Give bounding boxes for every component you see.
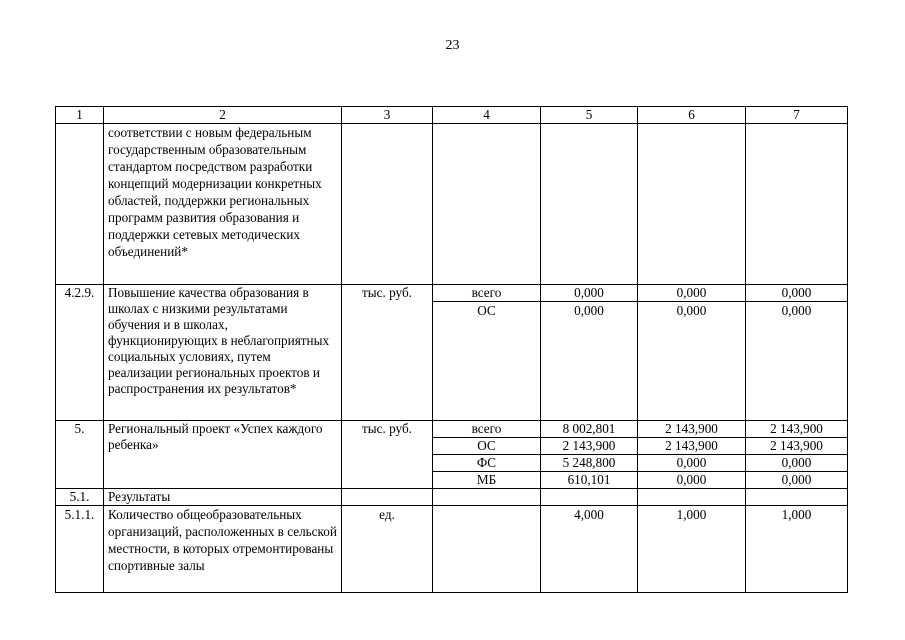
value-cell: 2 143,900 bbox=[746, 421, 848, 438]
unit-cell bbox=[342, 124, 433, 285]
row-name-cell: Повышение качества образования в школах с низкими результатами обучения и в школах, функционирующих в неблагоприятных социальных условиях, путем реализации региональных проектов и распространения их результатов* bbox=[104, 285, 342, 421]
row-number-cell: 5.1.1. bbox=[56, 506, 104, 593]
row-name-cell: соответствии с новым федеральным государственным образовательным стандартом посредством разработки концепций модернизации конкретных областей, поддержки региональных программ развития образования и поддержки сетевых методических объединений* bbox=[104, 124, 342, 285]
value-cell bbox=[541, 489, 638, 506]
row-number-cell: 5. bbox=[56, 421, 104, 489]
column-number: 6 bbox=[638, 107, 746, 124]
unit-cell: тыс. руб. bbox=[342, 285, 433, 421]
unit-cell: ед. bbox=[342, 506, 433, 593]
source-cell bbox=[433, 506, 541, 593]
source-cell: ФС bbox=[433, 455, 541, 472]
row-number-cell: 5.1. bbox=[56, 489, 104, 506]
value-cell: 8 002,801 bbox=[541, 421, 638, 438]
column-number: 7 bbox=[746, 107, 848, 124]
source-cell bbox=[433, 124, 541, 285]
value-cell: 1,000 bbox=[638, 506, 746, 593]
page-number: 23 bbox=[445, 38, 460, 53]
table-row bbox=[56, 489, 848, 506]
source-cell: МБ bbox=[433, 472, 541, 489]
value-cell: 0,000 bbox=[638, 472, 746, 489]
column-number: 1 bbox=[56, 107, 104, 124]
value-cell: 2 143,900 bbox=[541, 438, 638, 455]
value-cell: 0,000 bbox=[746, 455, 848, 472]
value-cell: 2 143,900 bbox=[638, 421, 746, 438]
column-number-row bbox=[56, 107, 848, 124]
source-cell bbox=[433, 489, 541, 506]
table-row bbox=[56, 506, 848, 593]
value-cell bbox=[638, 489, 746, 506]
budget-table bbox=[55, 106, 848, 593]
value-cell: 5 248,800 bbox=[541, 455, 638, 472]
value-cell bbox=[746, 124, 848, 285]
value-cell bbox=[638, 124, 746, 285]
unit-cell bbox=[342, 489, 433, 506]
source-cell: ОС bbox=[433, 438, 541, 455]
value-cell: 0,000 bbox=[746, 472, 848, 489]
value-cell: 0,000 bbox=[541, 285, 638, 302]
row-name-cell: Региональный проект «Успех каждого ребенка» bbox=[104, 421, 342, 489]
unit-cell: тыс. руб. bbox=[342, 421, 433, 489]
value-cell: 0,000 bbox=[541, 302, 638, 421]
source-cell: всего bbox=[433, 421, 541, 438]
value-cell bbox=[746, 489, 848, 506]
row-number-cell bbox=[56, 124, 104, 285]
value-cell: 0,000 bbox=[638, 285, 746, 302]
value-cell: 1,000 bbox=[746, 506, 848, 593]
value-cell: 0,000 bbox=[638, 455, 746, 472]
value-cell: 2 143,900 bbox=[638, 438, 746, 455]
value-cell: 610,101 bbox=[541, 472, 638, 489]
table-row bbox=[56, 285, 848, 302]
table-row bbox=[56, 421, 848, 438]
value-cell: 0,000 bbox=[746, 302, 848, 421]
column-number: 4 bbox=[433, 107, 541, 124]
value-cell: 0,000 bbox=[746, 285, 848, 302]
row-number-cell: 4.2.9. bbox=[56, 285, 104, 421]
row-name-cell: Количество общеобразовательных организаций, расположенных в сельской местности, в которых отремонтированы спортивные залы bbox=[104, 506, 342, 593]
row-name-cell: Результаты bbox=[104, 489, 342, 506]
source-cell: всего bbox=[433, 285, 541, 302]
value-cell: 2 143,900 bbox=[746, 438, 848, 455]
source-cell: ОС bbox=[433, 302, 541, 421]
column-number: 5 bbox=[541, 107, 638, 124]
column-number: 2 bbox=[104, 107, 342, 124]
value-cell: 0,000 bbox=[638, 302, 746, 421]
table-row bbox=[56, 124, 848, 285]
value-cell bbox=[541, 124, 638, 285]
column-number: 3 bbox=[342, 107, 433, 124]
value-cell: 4,000 bbox=[541, 506, 638, 593]
